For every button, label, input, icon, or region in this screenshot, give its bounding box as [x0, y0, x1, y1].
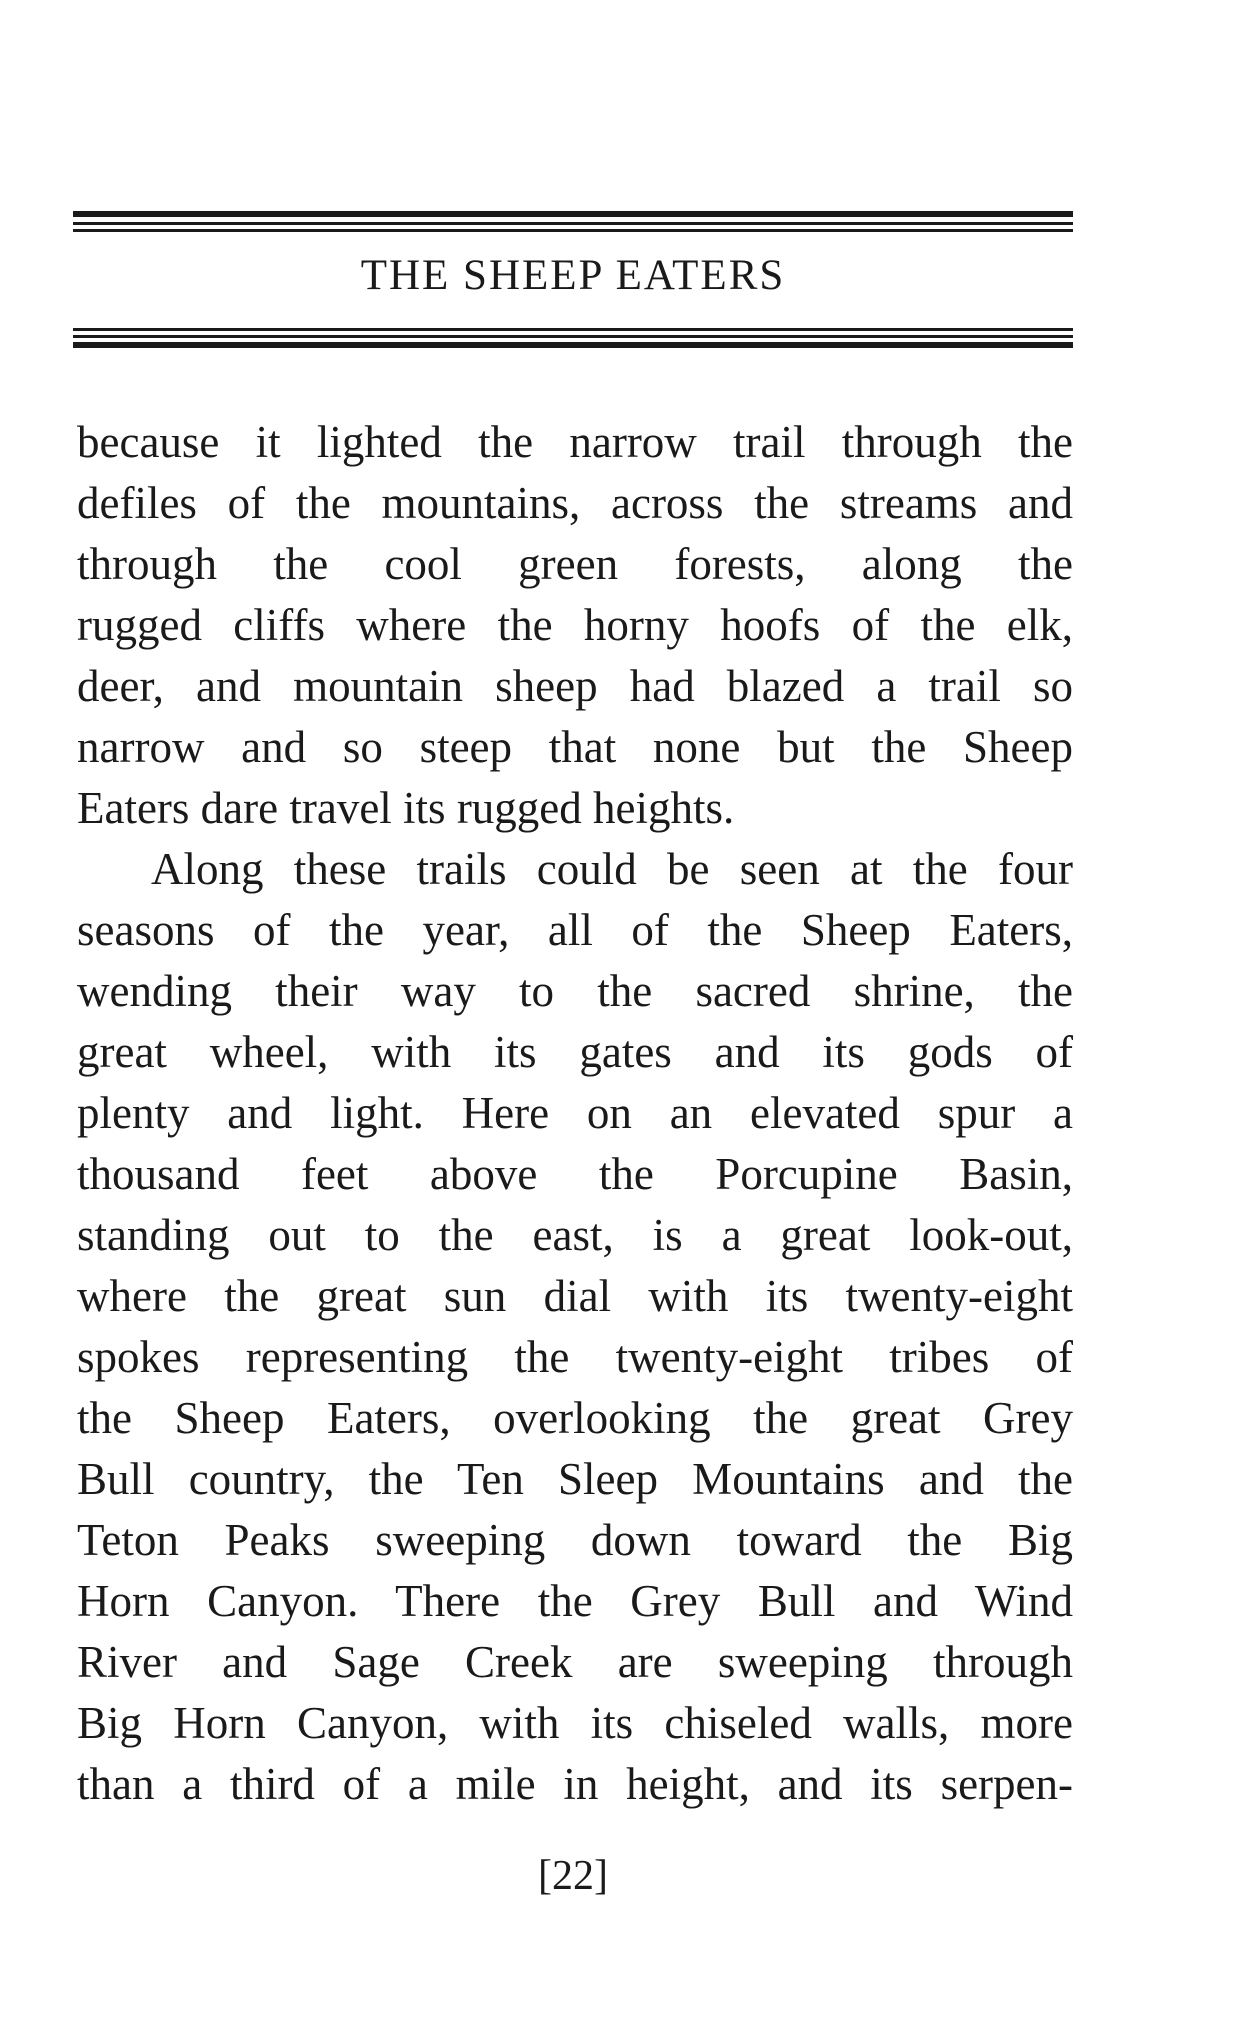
paragraph [77, 412, 1073, 839]
text-line: narrow and so steep that none but the Sheep [77, 722, 1073, 772]
text-line: wending their way to the sacred shrine, the [77, 966, 1073, 1016]
text-line: thousand feet above the Porcupine Basin, [77, 1149, 1073, 1199]
text-line: the Sheep Eaters, overlooking the great Grey [77, 1393, 1073, 1443]
text-line: Along these trails could be seen at the four [151, 844, 1073, 894]
text-line: through the cool green forests, along the [77, 539, 1073, 589]
text-line: deer, and mountain sheep had blazed a trail so [77, 661, 1073, 711]
body-text [77, 412, 1073, 1815]
text-line: standing out to the east, is a great look-out, [77, 1210, 1073, 1260]
text-line: rugged cliffs where the horny hoofs of the elk, [77, 600, 1073, 650]
text-line: Eaters dare travel its rugged heights. [77, 783, 735, 833]
text-line: Teton Peaks sweeping down toward the Big [77, 1515, 1073, 1565]
text-line: River and Sage Creek are sweeping through [77, 1637, 1073, 1687]
text-line: great wheel, with its gates and its gods of [77, 1027, 1073, 1077]
text-line: Horn Canyon. There the Grey Bull and Wind [77, 1576, 1073, 1626]
text-line: where the great sun dial with its twenty-eight [77, 1271, 1073, 1321]
paragraph [77, 839, 1073, 1815]
text-line: defiles of the mountains, across the streams and [77, 478, 1073, 528]
text-line: because it lighted the narrow trail through the [77, 417, 1073, 467]
running-head: THE SHEEP EATERS [360, 252, 786, 299]
text-line: seasons of the year, all of the Sheep Eaters, [77, 905, 1073, 955]
text-line: spokes representing the twenty-eight tribes of [77, 1332, 1073, 1382]
header-top-rule [73, 211, 1073, 233]
header-bottom-rule [73, 328, 1073, 350]
text-line: plenty and light. Here on an elevated spur a [77, 1088, 1073, 1138]
text-line: Bull country, the Ten Sleep Mountains and the [77, 1454, 1073, 1504]
page-number: [22] [538, 1853, 608, 1899]
text-line: than a third of a mile in height, and its serpen- [77, 1759, 1073, 1809]
text-line: Big Horn Canyon, with its chiseled walls, more [77, 1698, 1073, 1748]
